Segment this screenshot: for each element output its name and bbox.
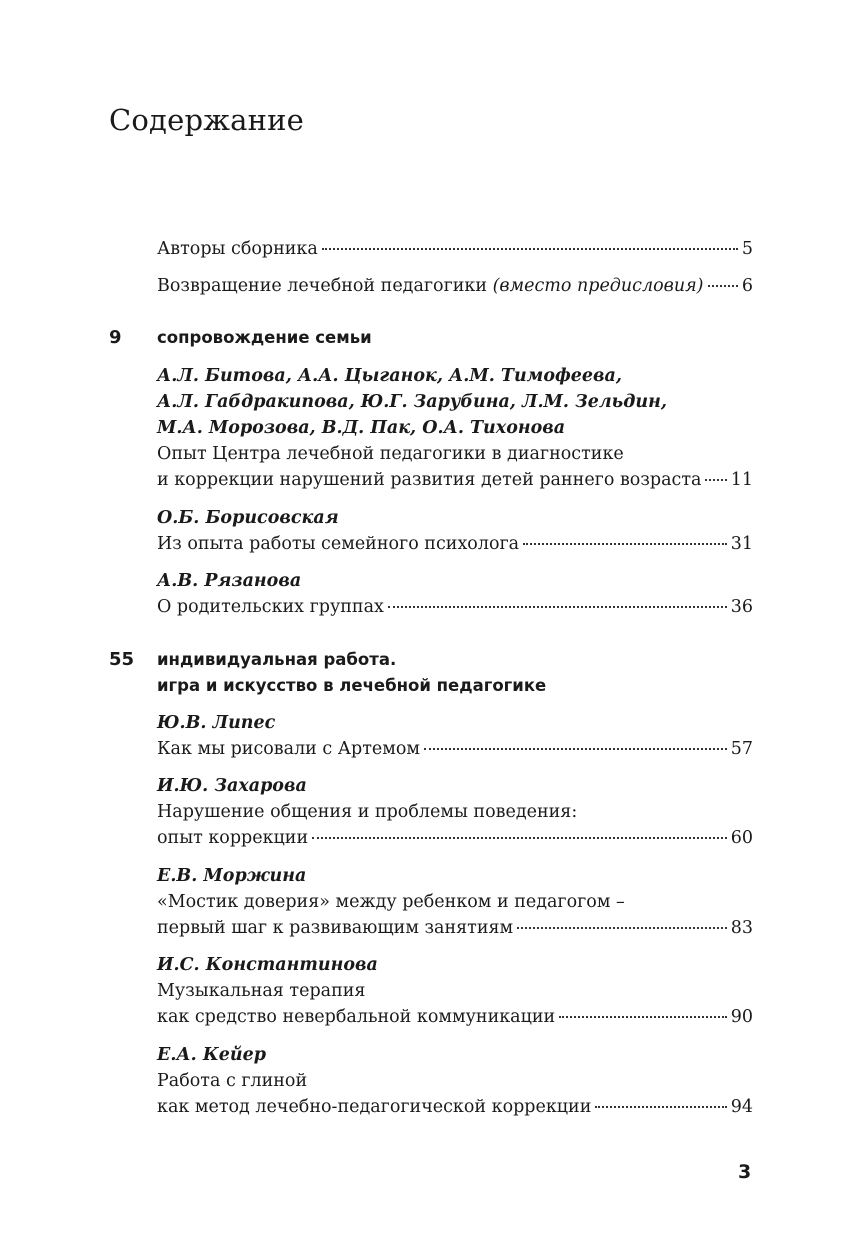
entry-title: О родительских группах <box>157 597 384 617</box>
section-title[interactable]: игра и искусство в лечебной педагогике <box>157 676 547 695</box>
entry-title: Как мы рисовали с Артемом <box>157 739 421 759</box>
section-title[interactable]: сопровождение семьи <box>157 328 372 347</box>
dot-leader <box>523 542 727 545</box>
dot-leader <box>388 605 727 608</box>
toc-entry[interactable] <box>157 505 753 557</box>
dot-leader <box>322 247 738 250</box>
entry-title: и коррекции нарушений развития детей раннего возраста <box>157 470 702 490</box>
entry-title: Авторы сборника <box>157 239 318 259</box>
dot-leader <box>705 478 726 481</box>
dot-leader <box>424 747 727 750</box>
entry-note: (вместо предисловия) <box>492 276 704 296</box>
page-ref: 94 <box>730 1097 753 1117</box>
entry-title: как метод лечебно-педагогической коррекции <box>157 1097 592 1117</box>
toc-entry-preface[interactable] <box>157 273 753 299</box>
page-ref: 60 <box>730 828 753 848</box>
toc-entry[interactable] <box>157 952 753 1030</box>
toc-entry[interactable] <box>157 710 753 762</box>
toc-entry[interactable] <box>157 863 753 941</box>
toc-entry-authors[interactable] <box>157 236 753 262</box>
entry-title: «Мостик доверия» между ребенком и педагогом – <box>157 892 625 912</box>
entry-title: Опыт Центра лечебной педагогики в диагностике <box>157 444 624 464</box>
entry-authors: И.Ю. Захарова <box>157 776 307 796</box>
entry-authors: Ю.В. Липес <box>157 713 276 733</box>
page-title: Содержание <box>109 103 305 137</box>
entry-authors: О.Б. Борисовская <box>157 508 339 528</box>
section-title[interactable]: индивидуальная работа. <box>157 650 397 669</box>
entry-authors: А.Л. Битова, А.А. Цыганок, А.М. Тимофеева, <box>157 366 622 386</box>
entry-title: Возвращение лечебной педагогики <box>157 276 493 296</box>
entry-title: Нарушение общения и проблемы поведения: <box>157 802 578 822</box>
dot-leader <box>595 1105 726 1108</box>
entry-authors: Е.А. Кейер <box>157 1045 267 1065</box>
entry-title: первый шаг к развивающим занятиям <box>157 918 514 938</box>
dot-leader <box>559 1015 727 1018</box>
toc-entry[interactable] <box>157 568 753 620</box>
dot-leader <box>517 926 727 929</box>
section-number: 9 <box>109 327 122 348</box>
page-ref: 57 <box>730 739 753 759</box>
entry-authors: И.С. Константинова <box>157 955 378 975</box>
entry-title: Музыкальная терапия <box>157 981 366 1001</box>
page-ref: 36 <box>730 597 753 617</box>
page-ref: 5 <box>741 239 753 259</box>
entry-title: как средство невербальной коммуникации <box>157 1007 556 1027</box>
toc-entry[interactable] <box>157 363 753 493</box>
page-ref: 83 <box>730 918 753 938</box>
page-ref: 31 <box>730 534 753 554</box>
page-ref: 90 <box>730 1007 753 1027</box>
page-ref: 6 <box>741 276 753 296</box>
dot-leader <box>312 836 727 839</box>
toc-entry[interactable] <box>157 773 753 851</box>
dot-leader <box>708 284 738 287</box>
entry-title: Из опыта работы семейного психолога <box>157 534 520 554</box>
entry-authors: М.А. Морозова, В.Д. Пак, О.А. Тихонова <box>157 418 566 438</box>
page-number: 3 <box>738 1161 752 1183</box>
entry-authors: А.В. Рязанова <box>157 571 302 591</box>
entry-authors: Е.В. Моржина <box>157 866 307 886</box>
entry-title: опыт коррекции <box>157 828 309 848</box>
page-ref: 11 <box>730 470 753 490</box>
entry-authors: А.Л. Габдракипова, Ю.Г. Зарубина, Л.М. Зельдин, <box>157 392 667 412</box>
section-number: 55 <box>109 649 135 670</box>
toc-entry[interactable] <box>157 1042 753 1120</box>
entry-title: Работа с глиной <box>157 1071 308 1091</box>
